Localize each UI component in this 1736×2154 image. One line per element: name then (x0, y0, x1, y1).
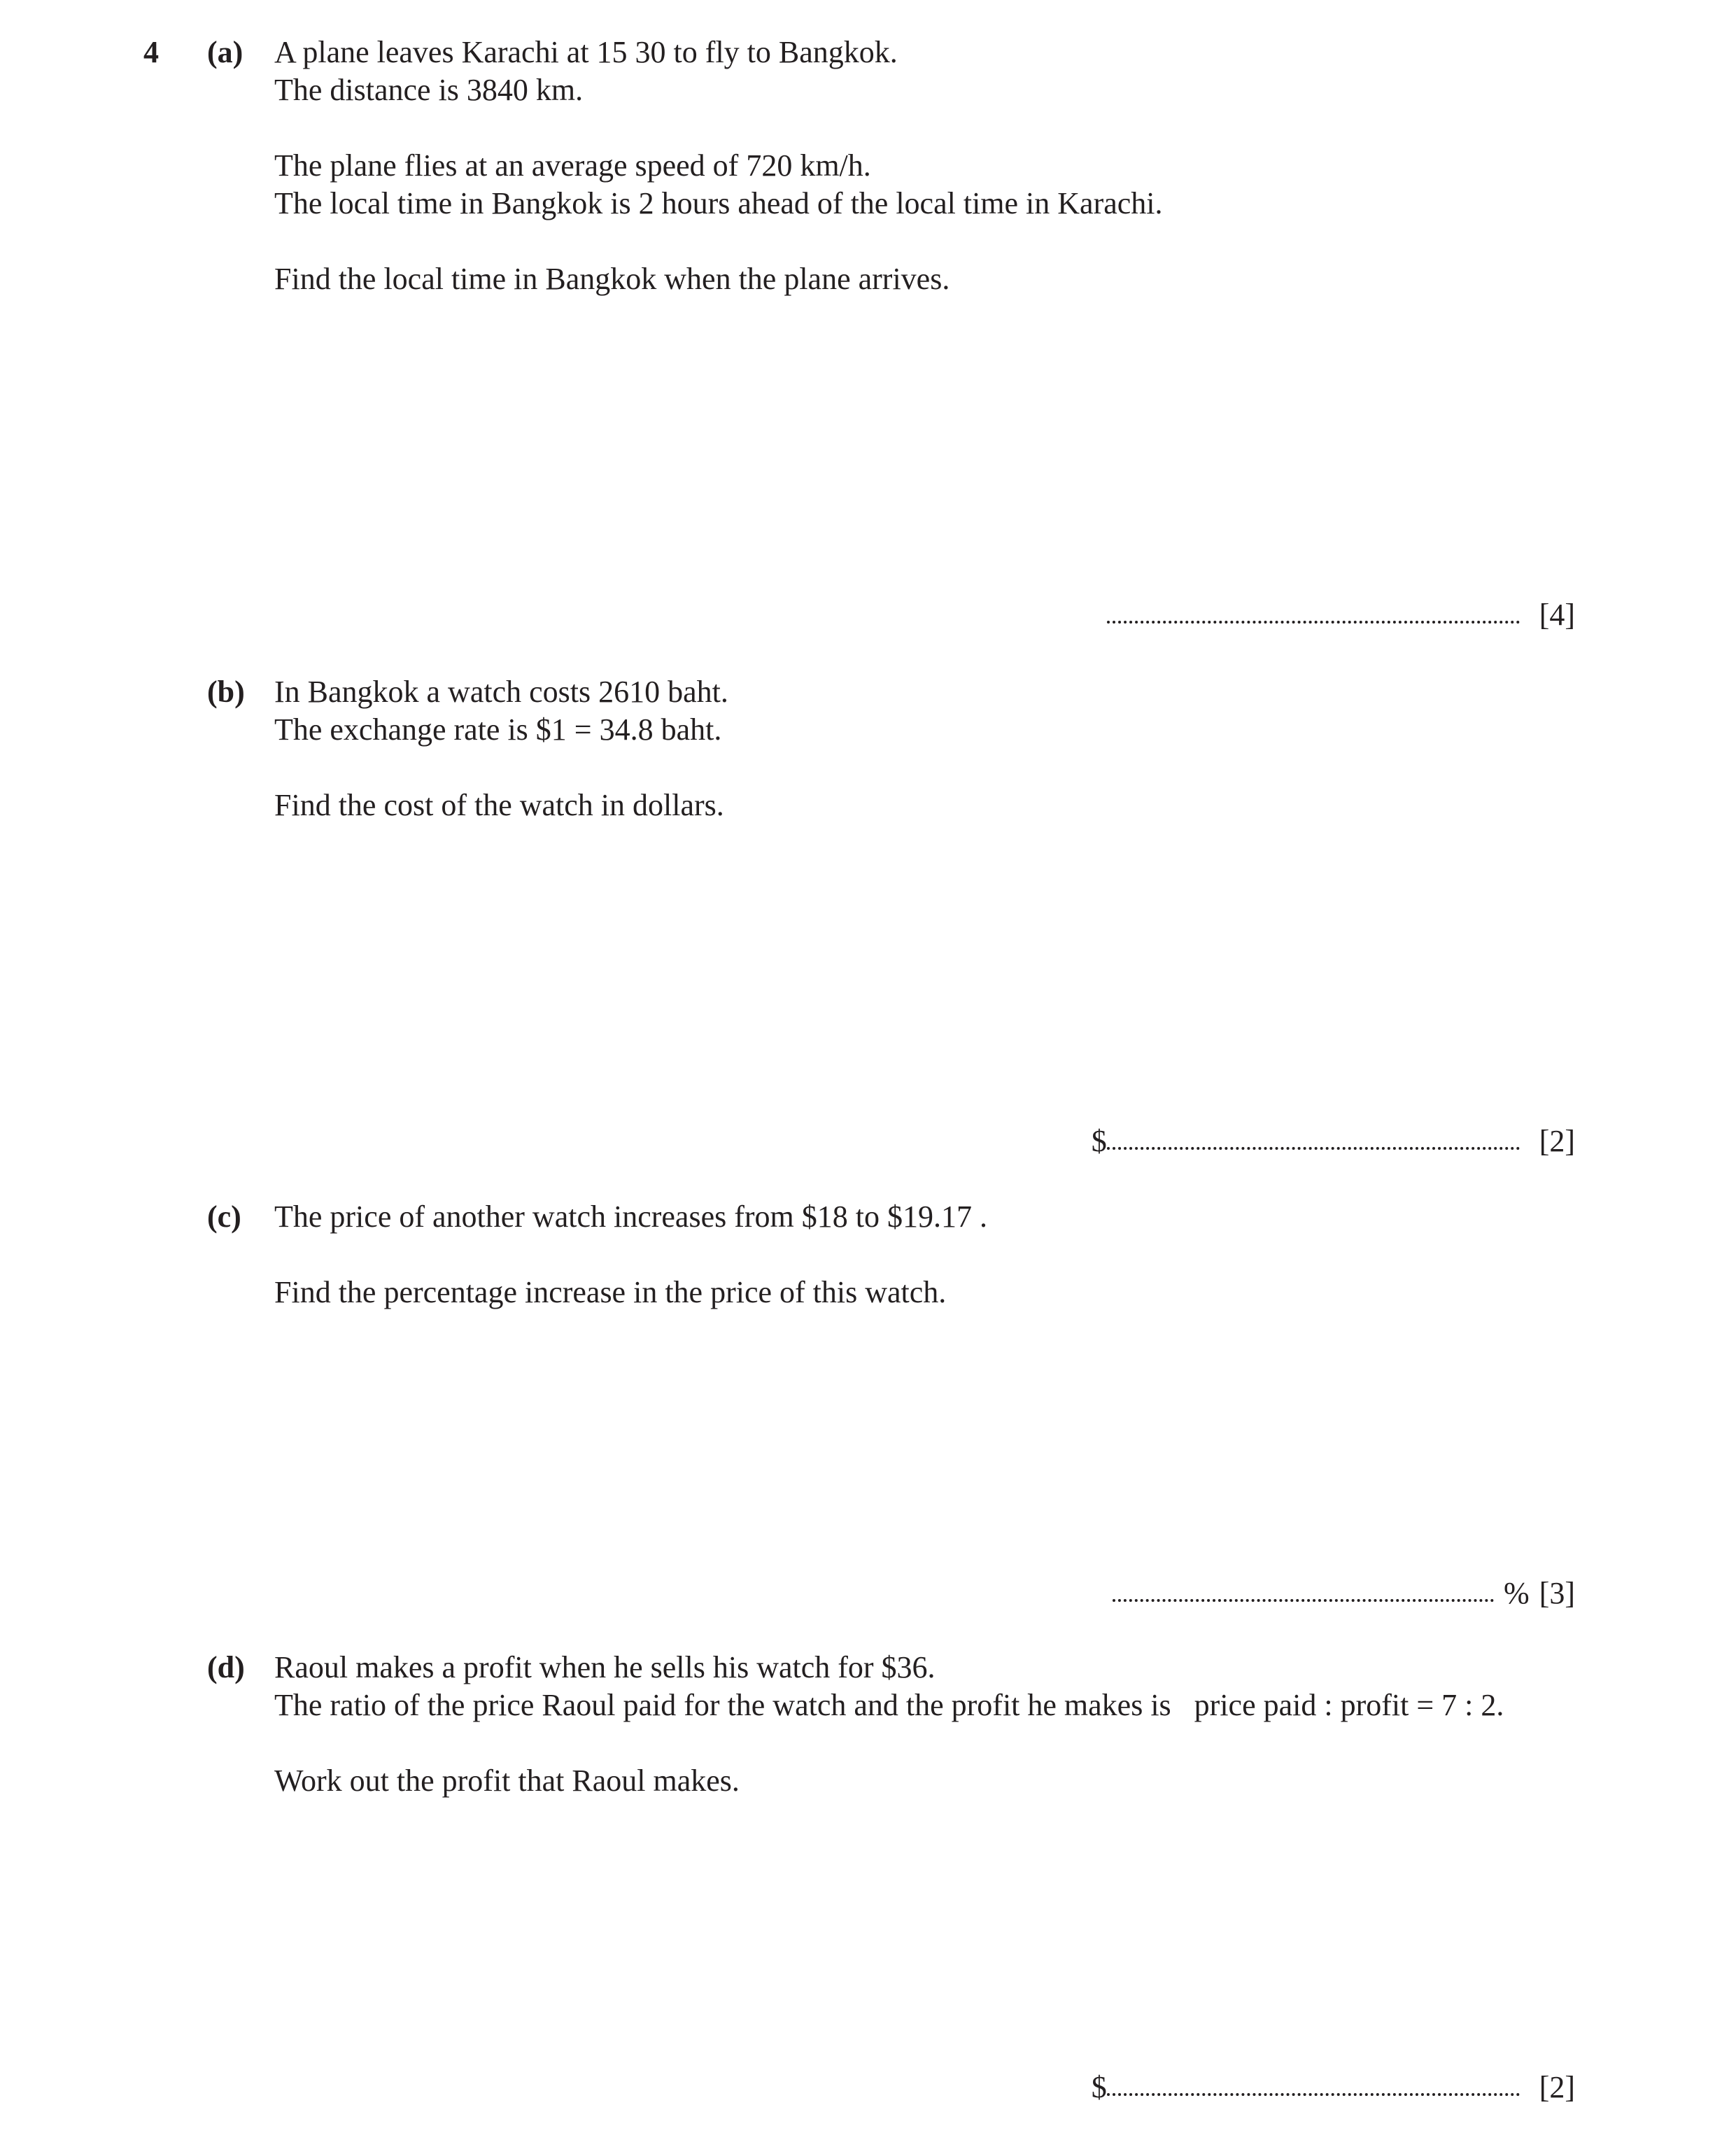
part-b-answer-prefix: $ (1091, 1124, 1107, 1158)
part-a-line-4: The local time in Bangkok is 2 hours ahead of the local time in Karachi. (274, 186, 1163, 220)
part-a-answer-line[interactable] (1107, 596, 1575, 634)
part-a-label: (a) (207, 35, 244, 69)
part-d-label: (d) (207, 1650, 245, 1684)
part-b-answer-dots[interactable] (1107, 1147, 1520, 1150)
part-a-line-2: The distance is 3840 km. (274, 73, 584, 107)
part-d-answer-prefix: $ (1091, 2070, 1107, 2104)
part-d-marks: [2] (1539, 2070, 1575, 2104)
part-a-marks: [4] (1539, 598, 1575, 632)
question-number: 4 (143, 35, 159, 69)
part-a-line-1: A plane leaves Karachi at 15 30 to fly to Bangkok. (274, 35, 898, 69)
part-d-line-2: The ratio of the price Raoul paid for the watch and the profit he makes is price paid : profit = 7 : 2. (274, 1688, 1504, 1722)
part-d-instruction: Work out the profit that Raoul makes. (274, 1764, 740, 1798)
part-b-line-2: The exchange rate is $1 = 34.8 baht. (274, 712, 722, 747)
part-b-line-1: In Bangkok a watch costs 2610 baht. (274, 675, 728, 709)
part-c-marks: [3] (1539, 1576, 1575, 1610)
part-a-answer-dots[interactable] (1107, 621, 1520, 624)
part-c-label: (c) (207, 1199, 241, 1234)
part-c-answer-dots[interactable] (1113, 1599, 1494, 1602)
part-d-answer-line[interactable] (1092, 2069, 1575, 2106)
part-b-marks: [2] (1539, 1124, 1575, 1158)
part-c-instruction: Find the percentage increase in the price of this watch. (274, 1275, 947, 1309)
part-a-line-3: The plane flies at an average speed of 720 km/h. (274, 148, 871, 183)
part-b-instruction: Find the cost of the watch in dollars. (274, 788, 724, 822)
part-c-answer-line[interactable] (1113, 1575, 1575, 1612)
part-b-label: (b) (207, 675, 245, 709)
part-c-line-1: The price of another watch increases from $18 to $19.17 . (274, 1199, 987, 1234)
part-b-answer-line[interactable] (1092, 1122, 1575, 1160)
part-d-line-1: Raoul makes a profit when he sells his watch for $36. (274, 1650, 936, 1684)
part-d-answer-dots[interactable] (1107, 2093, 1520, 2096)
part-c-answer-suffix: % (1504, 1576, 1530, 1610)
part-a-instruction: Find the local time in Bangkok when the plane arrives. (274, 262, 950, 296)
